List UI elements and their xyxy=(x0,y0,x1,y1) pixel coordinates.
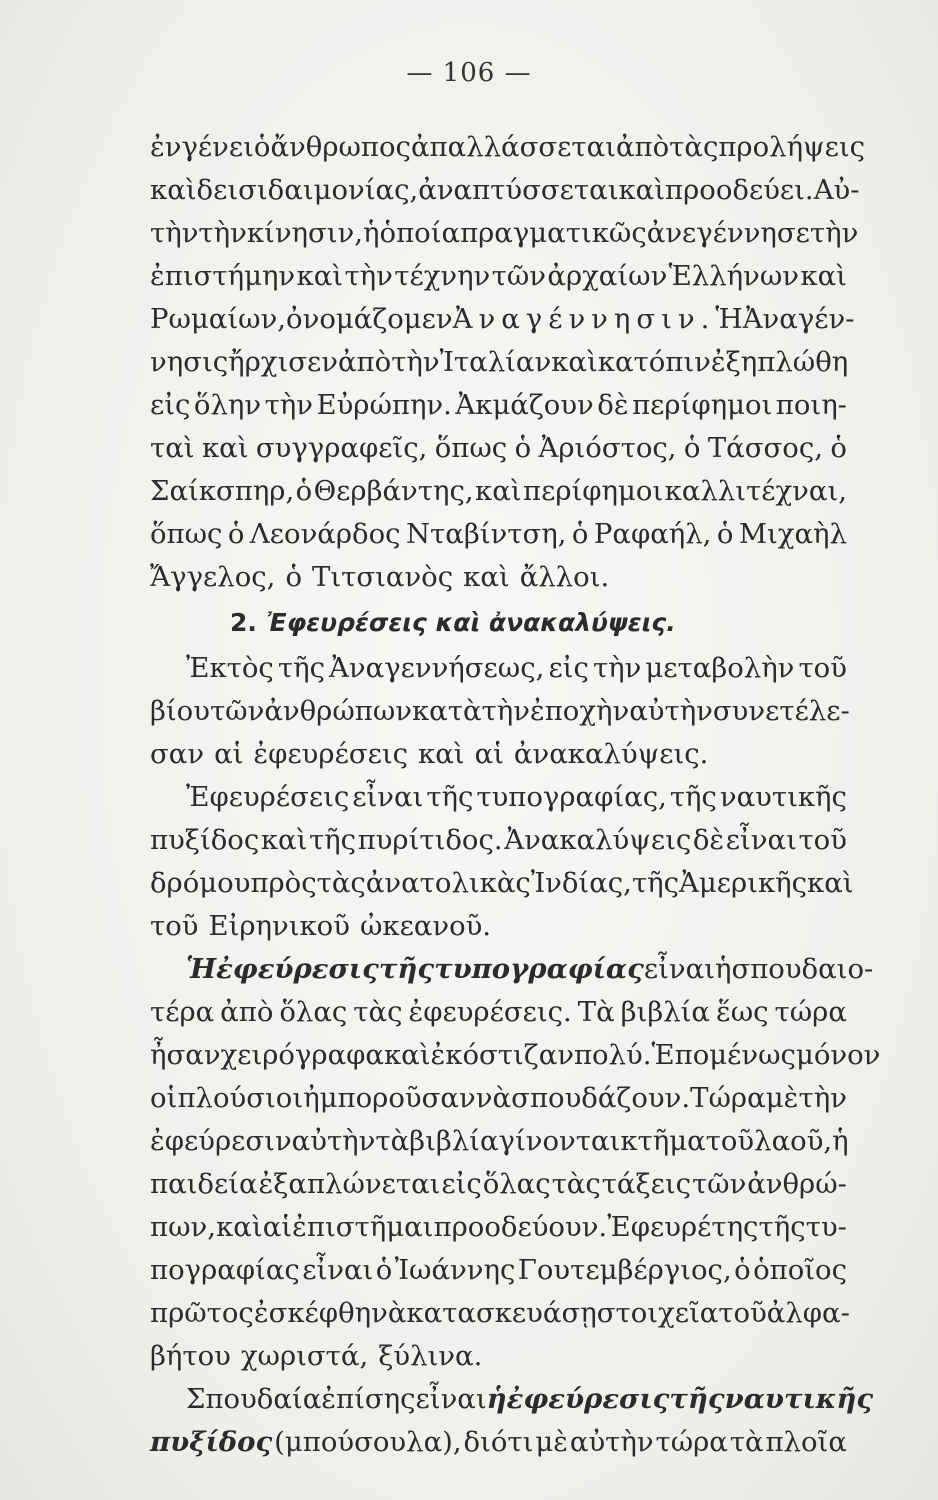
word: διότι xyxy=(463,1426,534,1458)
word: γένει xyxy=(181,131,254,163)
word: ἡ xyxy=(486,1383,507,1415)
word: τοῦ xyxy=(798,652,847,684)
word: τὰς xyxy=(353,996,403,1028)
word: τοῦ xyxy=(718,1297,767,1329)
word: τὴν xyxy=(198,217,247,249)
word: Σαίκσπηρ, xyxy=(150,475,295,507)
word: τοῦ xyxy=(705,1125,755,1157)
word: τώρα xyxy=(655,1426,728,1458)
text-line xyxy=(150,1335,847,1378)
word: βιβλία xyxy=(620,996,711,1028)
text-line xyxy=(150,1292,850,1335)
word: Νταβίντση, xyxy=(405,518,567,550)
word: νησις xyxy=(150,346,229,378)
word: αἱ xyxy=(474,738,504,770)
word: πρὸς xyxy=(250,867,317,899)
word: τὴν xyxy=(264,389,314,421)
word: αἱ xyxy=(262,1211,293,1243)
word: ἐσκέφθη xyxy=(253,1297,372,1329)
word: δεισιδαιμονίας, xyxy=(196,174,419,206)
word: ὁ xyxy=(295,475,313,507)
word: δὲ xyxy=(597,389,629,421)
word: ἦσαν xyxy=(150,1039,221,1071)
text-line xyxy=(150,126,866,169)
word: ὅλας xyxy=(482,1168,551,1200)
word: προλήψεις xyxy=(718,131,866,163)
text-line xyxy=(150,1421,847,1464)
word: ἡ xyxy=(714,953,732,985)
section-title: Ἐφευρέσεις καὶ ἀνακαλύψεις. xyxy=(266,608,676,637)
text-line xyxy=(150,1249,847,1292)
word: καὶ xyxy=(150,174,197,206)
word: ἀνατολικὰς xyxy=(365,867,531,899)
word: τὰ xyxy=(375,1125,410,1157)
word: Εἰρηνικοῦ xyxy=(208,910,350,942)
section-heading xyxy=(150,599,847,647)
word: τὰς xyxy=(551,1168,601,1200)
text-line xyxy=(150,905,847,948)
word: πογραφίας xyxy=(150,1254,300,1286)
word: ἀρχαίων xyxy=(547,260,668,292)
emphasized-word: Ἀναγέννησιν. xyxy=(452,303,716,335)
word: παιδεία xyxy=(150,1168,258,1200)
word: τέρα xyxy=(150,996,215,1028)
word: ὁ xyxy=(375,1254,393,1286)
word: αὐτὴν xyxy=(569,1426,654,1458)
word: δὲ xyxy=(692,824,725,856)
word: ἐφευρέσεις xyxy=(253,738,409,770)
word: καὶ xyxy=(463,561,510,593)
word: ἐφεύρεσιν xyxy=(150,1125,292,1157)
word: χειρόγραφα xyxy=(220,1039,384,1071)
word: ὁ xyxy=(716,518,734,550)
word: χωριστά, xyxy=(240,1340,369,1372)
word: ἐφεύρεσις xyxy=(506,1383,670,1415)
word: πων, xyxy=(150,1211,216,1243)
word: λαοῦ, xyxy=(754,1125,833,1157)
word: ἐπιστήμην xyxy=(150,260,296,292)
word: Ἡ xyxy=(186,953,217,985)
word: συγγραφεῖς, xyxy=(255,432,428,464)
text-line xyxy=(150,776,847,819)
word: τώρα xyxy=(774,996,847,1028)
word: τῆς xyxy=(669,1383,725,1415)
word: ποιη- xyxy=(775,389,847,421)
word: τὴν xyxy=(481,695,530,727)
word: ἀπὸ xyxy=(337,346,392,378)
word: καὶ xyxy=(383,1039,431,1071)
word: τῶν xyxy=(491,260,547,292)
word: εἶναι xyxy=(725,824,797,856)
word: ἄλλοι. xyxy=(519,561,610,593)
word: τὰ xyxy=(729,1426,764,1458)
word: ἄνθρωπος xyxy=(270,131,411,163)
word: ὁποία xyxy=(379,217,461,249)
word: ναυτικῆς xyxy=(719,781,847,813)
word: εἶναι xyxy=(415,1383,487,1415)
word: καὶ xyxy=(800,260,847,292)
word: Μιχαὴλ xyxy=(738,518,847,550)
word: ὁ xyxy=(285,561,302,593)
word: τὴν xyxy=(798,1082,847,1114)
word: ἀνθρώπων xyxy=(264,695,412,727)
word: Γουτεμβέργιος, xyxy=(517,1254,732,1286)
word: Ἑπομένως xyxy=(651,1039,796,1071)
word: καὶ xyxy=(551,346,598,378)
word: αὐτὴν xyxy=(291,1125,376,1157)
word: μὲ xyxy=(765,1082,799,1114)
word: εἰς xyxy=(441,1168,482,1200)
text-line xyxy=(150,556,847,599)
word: πλούσιοι xyxy=(177,1082,304,1114)
word: στοιχεῖα xyxy=(596,1297,719,1329)
word: πολύ. xyxy=(573,1039,652,1071)
word: κίνησιν, xyxy=(246,217,364,249)
word: καλλιτέχναι, xyxy=(664,475,847,507)
text-line xyxy=(150,212,859,255)
word: ἐποχὴν xyxy=(529,695,630,727)
word: ὠκεανοῦ. xyxy=(359,910,492,942)
text-line xyxy=(150,1077,847,1120)
word: τὰς xyxy=(316,867,366,899)
word: Ἐφευρέτης xyxy=(607,1211,759,1243)
word: Σπουδαία xyxy=(186,1383,322,1415)
word: Ἰωάννης xyxy=(394,1254,516,1286)
word: σαν xyxy=(150,738,205,770)
word: ἐφεύρεσις xyxy=(216,953,379,985)
word: βήτου xyxy=(150,1340,231,1372)
text-line xyxy=(150,733,847,776)
word: ἀπὸ xyxy=(615,131,670,163)
word: οἱ xyxy=(150,1082,178,1114)
word: Ἀριόστος, xyxy=(538,432,677,464)
word: μεταβολὴν xyxy=(645,652,795,684)
word: τῶν xyxy=(691,1168,747,1200)
page-number: — 106 — xyxy=(406,58,532,88)
word: Ραφαήλ, xyxy=(593,518,712,550)
word: Ἡ xyxy=(715,303,743,335)
word: εἰς xyxy=(548,652,589,684)
word: (μπούσουλα), xyxy=(274,1426,462,1458)
word: κατασκευάσῃ xyxy=(406,1297,597,1329)
word: τοῦ xyxy=(150,910,199,942)
word: τοῦ xyxy=(798,824,847,856)
word: ὀνομάζομεν xyxy=(286,303,453,335)
word: προοδεύουν. xyxy=(433,1211,608,1243)
word: καὶ xyxy=(201,432,249,464)
text-line xyxy=(150,819,847,862)
word: εἶναι xyxy=(352,781,424,813)
word: καὶ xyxy=(296,260,344,292)
word: εἶναι xyxy=(302,1254,374,1286)
word: καὶ xyxy=(216,1211,263,1243)
word: νὰ xyxy=(475,1082,512,1114)
word: Τὰ xyxy=(577,996,615,1028)
word: γίνονται xyxy=(498,1125,621,1157)
word: ἀπαλλάσσεται xyxy=(410,131,616,163)
word: τῶν xyxy=(209,695,265,727)
word: ὅλην xyxy=(193,389,262,421)
word: τυπογραφίας, xyxy=(476,781,667,813)
word: ἀλφα- xyxy=(766,1297,850,1329)
text-line xyxy=(150,1206,847,1249)
word: πρῶτος xyxy=(150,1297,254,1329)
word: περίφημοι xyxy=(523,475,664,507)
word: τέχνην xyxy=(394,260,491,292)
text-line xyxy=(150,1163,847,1206)
word: πραγματικῶς xyxy=(460,217,647,249)
word: σπουδαιο- xyxy=(731,953,874,985)
word: τὴν xyxy=(592,652,642,684)
word: Ἀνακαλύψεις xyxy=(504,824,692,856)
word: μόνον xyxy=(795,1039,881,1071)
word: περίφημοι xyxy=(632,389,773,421)
word: τῆς xyxy=(277,652,325,684)
text-line xyxy=(150,298,855,341)
text-line xyxy=(150,948,874,991)
word: Τιτσιανὸς xyxy=(312,561,454,593)
word: Ἀναγέν- xyxy=(742,303,855,335)
text-line xyxy=(150,470,847,513)
text-line xyxy=(150,169,860,212)
word: καὶ xyxy=(475,475,522,507)
word: συνετέλε- xyxy=(712,695,850,727)
text-line xyxy=(150,647,847,690)
text-line xyxy=(150,427,847,470)
word: ἐκόστιζαν xyxy=(430,1039,574,1071)
word: ὁποῖος xyxy=(753,1254,847,1286)
word: ὁ xyxy=(571,518,589,550)
word: ὁ xyxy=(830,432,847,464)
body-text xyxy=(150,126,881,1464)
word: τὴν xyxy=(391,346,440,378)
word: Τάσσος, xyxy=(707,432,823,464)
word: ὅλας xyxy=(279,996,348,1028)
text-line xyxy=(150,341,847,384)
word: ἐφευρέσεις. xyxy=(408,996,572,1028)
text-line xyxy=(150,513,847,556)
word: προοδεύει. xyxy=(665,174,814,206)
word: κατόπιν xyxy=(597,346,711,378)
word: τυπογραφίας xyxy=(434,953,644,985)
word: ἀνακαλύψεις. xyxy=(513,738,709,770)
word: τὴν xyxy=(344,260,393,292)
word: Ἑλλήνων xyxy=(668,260,800,292)
text-line xyxy=(150,991,847,1034)
section-number: 2. xyxy=(230,608,257,637)
word: ἡ xyxy=(363,217,380,249)
word: ἕως xyxy=(715,996,769,1028)
word: ἡ xyxy=(832,1125,849,1157)
word: τὰς xyxy=(669,131,719,163)
word: Ἐκτὸς xyxy=(186,652,274,684)
word: τὴν xyxy=(150,217,199,249)
word: ὁ xyxy=(683,432,701,464)
word: Αὐ- xyxy=(813,174,860,206)
text-line xyxy=(150,384,847,427)
text-line xyxy=(150,862,854,905)
word: Ἐφευρέσεις xyxy=(186,781,350,813)
word: Ἀναγεννήσεως, xyxy=(329,652,545,684)
text-line xyxy=(150,255,847,298)
word: ὁ xyxy=(253,131,271,163)
word: ἐπίσης xyxy=(321,1383,416,1415)
word: Τώρα xyxy=(690,1082,766,1114)
word: Ἰταλίαν xyxy=(439,346,552,378)
word: ἤρχισεν xyxy=(228,346,338,378)
word: ὁ xyxy=(227,518,245,550)
word: ναυτικῆς xyxy=(724,1383,874,1415)
word: νὰ xyxy=(371,1297,407,1329)
word: κτῆμα xyxy=(620,1125,706,1157)
word: πυρίτιδος. xyxy=(357,824,503,856)
word: τὴν xyxy=(809,217,859,249)
word: πυξίδος xyxy=(150,824,260,856)
word: σπουδάζουν. xyxy=(511,1082,691,1114)
word: μὲ xyxy=(535,1426,568,1458)
word: καὶ xyxy=(807,867,854,899)
word: εἰς xyxy=(150,389,191,421)
word: τῆς xyxy=(631,867,680,899)
word: τῆς xyxy=(378,953,435,985)
word: κατὰ xyxy=(411,695,482,727)
word: ἀνθρώ- xyxy=(747,1168,847,1200)
word: ἀναπτύσσεται xyxy=(418,174,619,206)
word: Ἀμερικῆς xyxy=(679,867,808,899)
word: τυ- xyxy=(805,1211,847,1243)
word: βιβλία xyxy=(409,1125,499,1157)
word: ὅπως xyxy=(434,432,508,464)
word: ἐπιστῆμαι xyxy=(292,1211,434,1243)
word: Εὐρώπην. xyxy=(316,389,452,421)
word: βίου xyxy=(150,695,210,727)
word: ὅπως xyxy=(150,518,223,550)
word: Ἀκμάζουν xyxy=(455,389,594,421)
word: ἠμποροῦσαν xyxy=(303,1082,476,1114)
word: ἀπὸ xyxy=(220,996,274,1028)
word: τῆς xyxy=(669,781,717,813)
word: ἀνεγέννησε xyxy=(646,217,810,249)
text-line xyxy=(150,690,850,733)
word: δρόμου xyxy=(150,867,251,899)
word: αἱ xyxy=(214,738,244,770)
word: ταὶ xyxy=(150,432,195,464)
word: Ρωμαίων, xyxy=(150,303,287,335)
word: εἶναι xyxy=(643,953,715,985)
word: Ἄγγελος, xyxy=(150,561,276,593)
word: τάξεις xyxy=(601,1168,692,1200)
word: ἐξηπλώθη xyxy=(710,346,849,378)
text-line xyxy=(150,1034,881,1077)
text-line xyxy=(150,1378,874,1421)
word: τῆς xyxy=(426,781,474,813)
word: ἐξαπλώνεται xyxy=(258,1168,441,1200)
word: Θερβάντης, xyxy=(313,475,474,507)
word: καὶ xyxy=(260,824,308,856)
word: καὶ xyxy=(618,174,666,206)
text-line xyxy=(150,1120,847,1163)
word: τῆς xyxy=(758,1211,806,1243)
word: ὁ xyxy=(734,1254,751,1286)
word: ἐν xyxy=(150,131,182,163)
word: Λεονάρδος xyxy=(249,518,401,550)
word: πυξίδος xyxy=(150,1426,273,1458)
word: καὶ xyxy=(418,738,465,770)
word: τῆς xyxy=(308,824,357,856)
word: πλοῖα xyxy=(765,1426,847,1458)
word: ὁ xyxy=(514,432,532,464)
word: αὐτὴν xyxy=(629,695,713,727)
word: Ἰνδίας, xyxy=(530,867,632,899)
word: ξύλινα. xyxy=(378,1340,483,1372)
